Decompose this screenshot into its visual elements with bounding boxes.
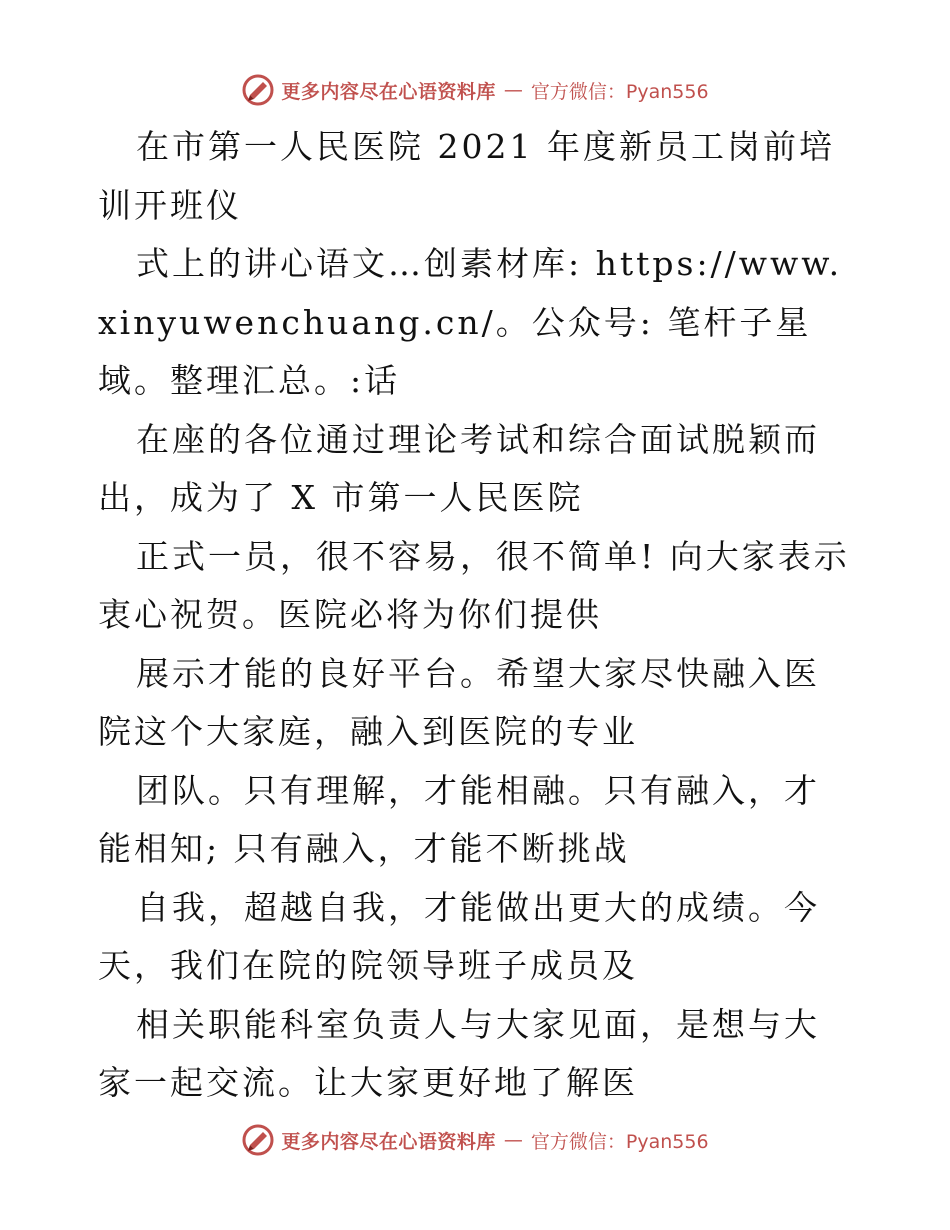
banner-wechat-text: 官方微信：Pyan556 xyxy=(530,80,709,103)
book-pen-logo-icon xyxy=(241,1123,275,1157)
document-body xyxy=(98,118,854,1113)
footer-dash: — xyxy=(503,1129,523,1151)
paragraph-4: 正式一员，很不容易，很不简单! 向大家表示衷心祝贺。医院必将为你们提供 xyxy=(98,536,850,634)
banner-promo-text: 更多内容尽在心语资料库 xyxy=(281,80,496,103)
book-pen-logo-icon xyxy=(241,73,275,107)
footer-banner xyxy=(0,1120,950,1160)
banner-dash: — xyxy=(503,79,523,101)
paragraph-6: 团队。只有理解，才能相融。只有融入，才能相知; 只有融入，才能不断挑战 xyxy=(98,770,820,868)
paragraph-8: 相关职能科室负责人与大家见面，是想与大家一起交流。让大家更好地了解医 xyxy=(98,1004,820,1102)
paragraph-2: 式上的讲心语文…创素材库: https://www.xinyuwenchuang.cn/。公众号: 笔杆子星域。整理汇总。:话 xyxy=(98,244,843,400)
paragraph-3: 在座的各位通过理论考试和综合面试脱颖而出，成为了 X 市第一人民医院 xyxy=(98,419,820,517)
paragraph-7: 自我，超越自我，才能做出更大的成绩。今天，我们在院的院领导班子成员及 xyxy=(98,887,820,985)
paragraph-1: 在市第一人民医院 2021 年度新员工岗前培训开班仪 xyxy=(98,127,835,225)
paragraph-5: 展示才能的良好平台。希望大家尽快融入医院这个大家庭，融入到医院的专业 xyxy=(98,653,820,751)
footer-promo-text: 更多内容尽在心语资料库 xyxy=(281,1130,496,1153)
header-banner xyxy=(0,70,950,110)
footer-wechat-text: 官方微信：Pyan556 xyxy=(530,1130,709,1153)
